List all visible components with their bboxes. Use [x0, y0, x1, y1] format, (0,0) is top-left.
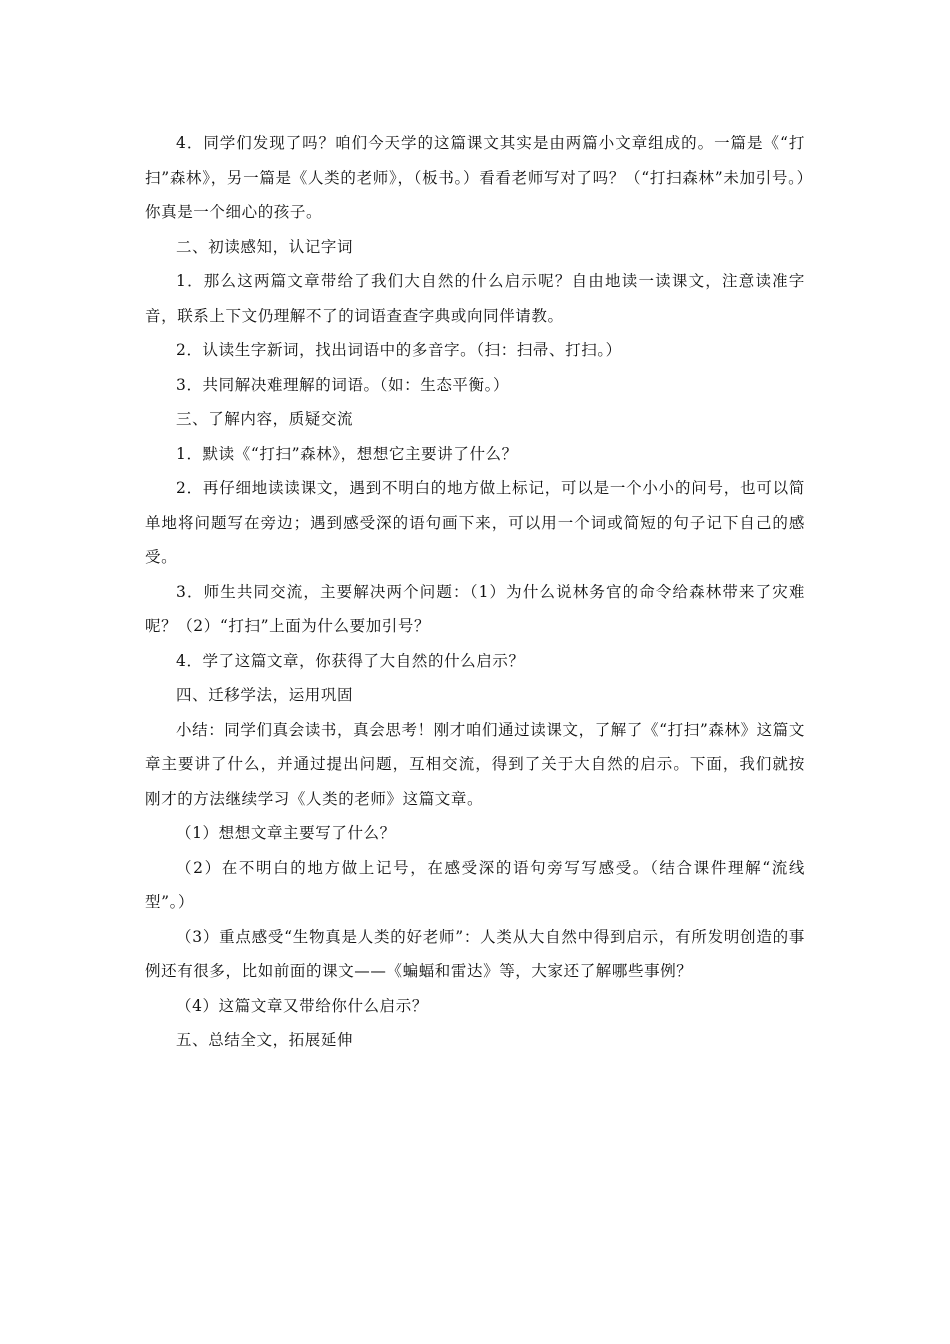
paragraph-item-3: （3）重点感受“生物真是人类的好老师”：人类从大自然中得到启示，有所发明创造的事例还有很多，比如前面的课文——《蝙蝠和雷达》等，大家还了解哪些事例？ [145, 927, 805, 980]
section-heading-3: 三、了解内容，质疑交流 [176, 410, 354, 428]
paragraph-discussion: 3．师生共同交流，主要解决两个问题：（1）为什么说林务官的命令给森林带来了灾难呢？（2）“打扫”上面为什么要加引号？ [145, 582, 805, 635]
paragraph-silent-reading: 1．默读《“打扫”森林》，想想它主要讲了什么？ [176, 444, 518, 463]
paragraph-inspiration: 4．学了这篇文章，你获得了大自然的什么启示？ [176, 651, 525, 670]
paragraph-careful-reading: 2．再仔细地读读课文，遇到不明白的地方做上标记，可以是一个小小的问号，也可以简单地将问题写在旁边；遇到感受深的语句画下来，可以用一个词或简短的句子记下自己的感受。 [145, 479, 805, 566]
paragraph-item-1: （1）想想文章主要写了什么？ [176, 824, 396, 842]
paragraph-item-2: （2）在不明白的地方做上记号，在感受深的语句旁写写感受。（结合课件理解“流线型”。） [145, 858, 805, 911]
paragraph-discover-two-articles: 4．同学们发现了吗？咱们今天学的这篇课文其实是由两篇小文章组成的。一篇是《“打扫”森林》，另一篇是《人类的老师》，（板书。）看看老师写对了吗？（“打扫森林”未加引号。）你真是一个细心的孩子。 [145, 134, 805, 221]
section-heading-4: 四、迁移学法，运用巩固 [176, 686, 354, 704]
paragraph-summary: 小结：同学们真会读书，真会思考！刚才咱们通过读课文，了解了《“打扫”森林》这篇文章主要讲了什么，并通过提出问题，互相交流，得到了关于大自然的启示。下面，我们就按刚才的方法继续学习《人类的老师》这篇文章。 [145, 720, 805, 808]
paragraph-difficult-words: 3．共同解决难理解的词语。（如：生态平衡。） [176, 375, 510, 394]
document-body [145, 126, 805, 1058]
paragraph-new-words: 2．认读生字新词，找出词语中的多音字。（扫：扫帚、打扫。） [176, 341, 622, 359]
section-heading-2: 二、初读感知，认记字词 [176, 237, 354, 256]
paragraph-item-4: （4）这篇文章又带给你什么启示？ [176, 996, 428, 1015]
section-heading-5: 五、总结全文，拓展延伸 [176, 1031, 354, 1049]
paragraph-free-reading: 1．那么这两篇文章带给了我们大自然的什么启示呢？自由地读一读课文，注意读准字音，联系上下文仍理解不了的词语查查字典或向同伴请教。 [145, 272, 805, 325]
